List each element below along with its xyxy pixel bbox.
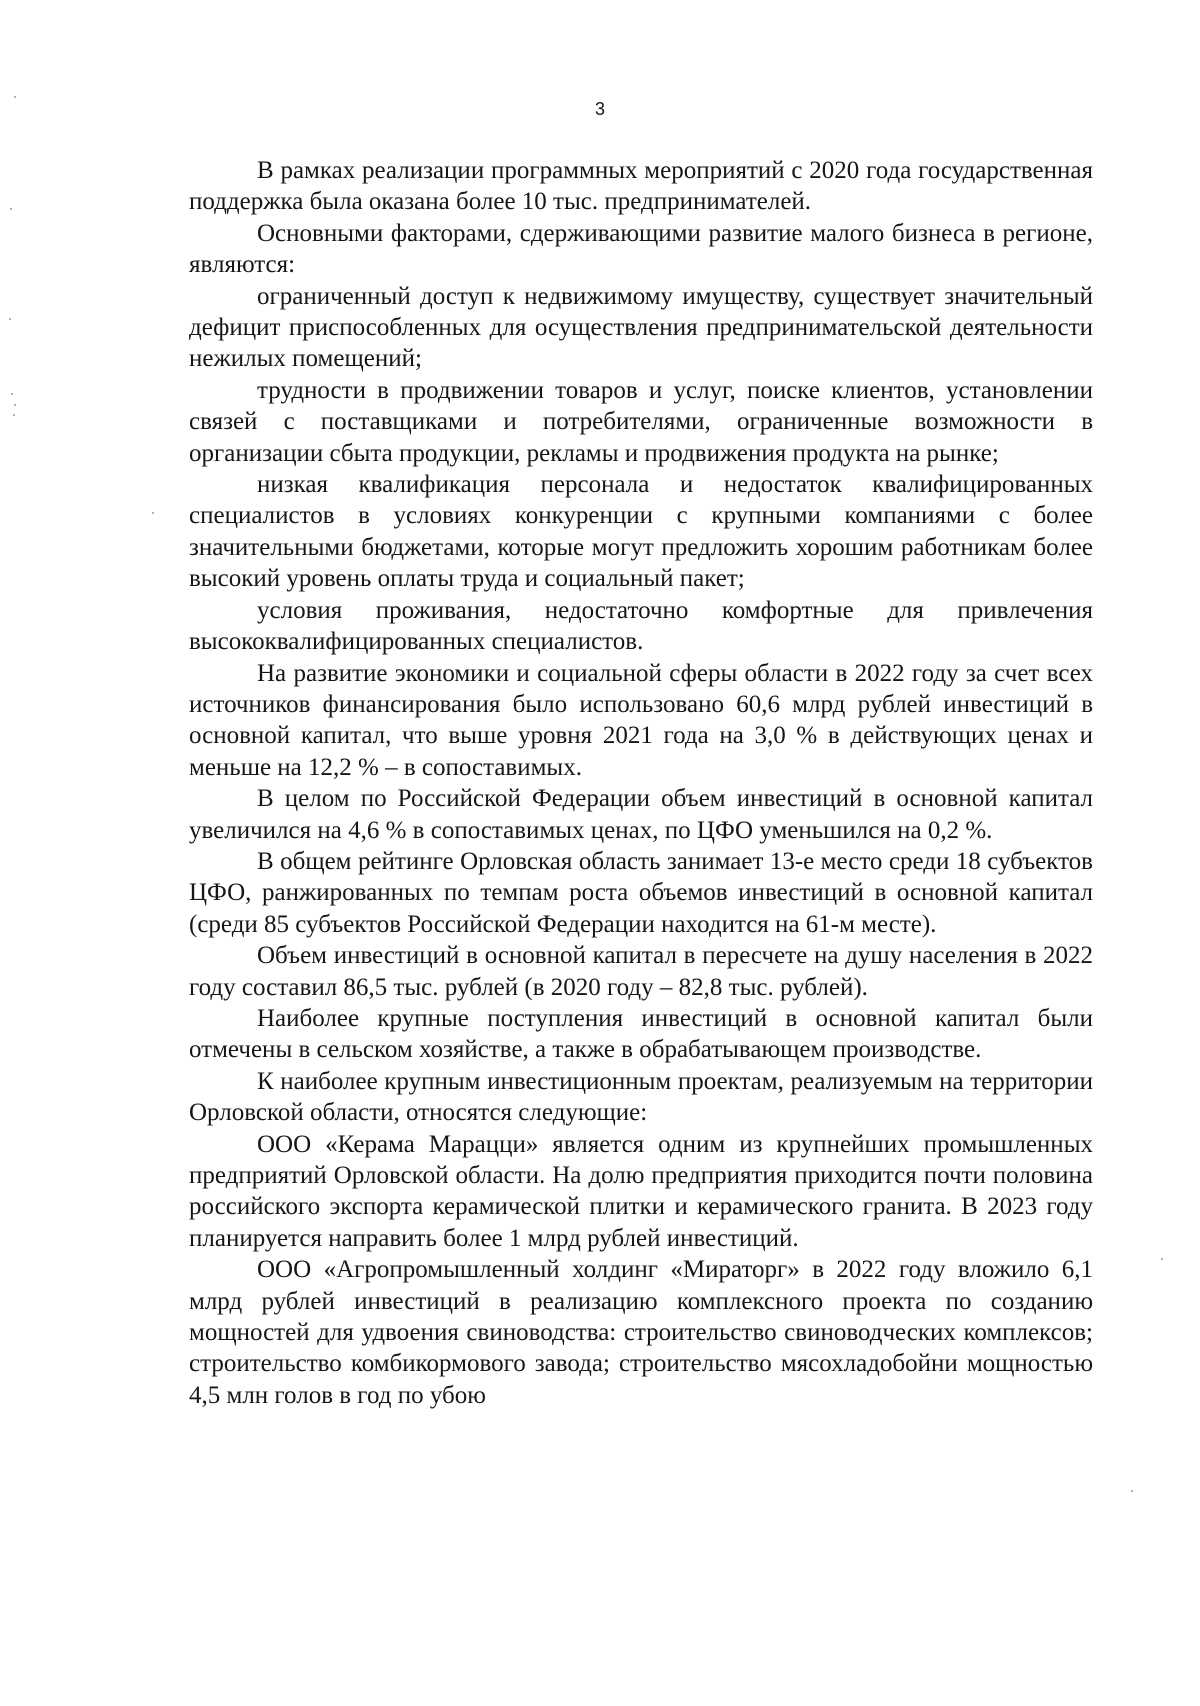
scan-speck bbox=[1161, 1258, 1163, 1260]
scan-speck bbox=[14, 404, 16, 406]
paragraph-state-support: В рамках реализации программных мероприятий с 2020 года государственная поддержка была оказана более 10 тыс. предпринимателей. bbox=[189, 157, 1093, 216]
paragraph-constraining-factors: Основными факторами, сдерживающими развитие малого бизнеса в регионе, являются: bbox=[189, 219, 1093, 279]
paragraph-projects-intro: К наиболее крупным инвестиционным проектам, реализуемым на территории Орловской области, относятся следующие: bbox=[189, 1067, 1093, 1127]
page-number: 3 bbox=[594, 99, 605, 119]
scan-speck bbox=[152, 512, 154, 514]
paragraph-largest-inflows: Наиболее крупные поступления инвестиций в основной капитал были отмечены в сельском хозяйстве, а также в обрабатывающем производстве. bbox=[189, 1004, 1093, 1064]
paragraph-market-difficulties: трудности в продвижении товаров и услуг, поиске клиентов, установлении связей с поставщиками и потребителями, ограниченные возможности в организации сбыта продукции, рекламы и продвижения продукта на рынке; bbox=[189, 376, 1093, 467]
scan-speck bbox=[13, 414, 15, 416]
paragraph-property-access: ограниченный доступ к недвижимому имуществу, существует значительный дефицит приспособленных для осуществления предпринимательской деятельности нежилых помещений; bbox=[189, 282, 1093, 373]
document-body bbox=[189, 155, 1093, 1411]
paragraph-staff-qualification: низкая квалификация персонала и недостаток квалифицированных специалистов в условиях конкуренции с крупными компаниями с более значительными бюджетами, которые могут предложить хорошим работникам более высокий уровень оплаты труда и социальный пакет; bbox=[189, 471, 1093, 593]
paragraph-miratorg: ООО «Агропромышленный холдинг «Мираторг» в 2022 году вложило 6,1 млрд рублей инвестиций в реализацию комплексного проекта по созданию мощностей для удвоения свиноводства: строительство свиноводческих комплексов; строительство комбикормового завода; строительство мясохладобойни мощностью 4,5 млн голов в год по убою bbox=[189, 1256, 1093, 1409]
paragraph-per-capita: Объем инвестиций в основной капитал в пересчете на душу населения в 2022 году составил 86,5 тыс. рублей (в 2020 году – 82,8 тыс. рублей). bbox=[189, 942, 1093, 1001]
scan-speck bbox=[1131, 1490, 1133, 1492]
scan-speck bbox=[10, 208, 12, 210]
paragraph-investment-volume: На развитие экономики и социальной сферы области в 2022 году за счет всех источников финансирования было использовано 60,6 млрд рублей инвестиций в основной капитал, что выше уровня 2021 года на 3,0 % в действующих ценах и меньше на 12,2 % – в сопоставимых. bbox=[189, 659, 1093, 781]
scan-speck bbox=[11, 393, 13, 395]
scan-speck bbox=[14, 96, 16, 98]
paragraph-russia-comparison: В целом по Российской Федерации объем инвестиций в основной капитал увеличился на 4,6 % в сопоставимых ценах, по ЦФО уменьшился на 0,2 %. bbox=[189, 785, 1093, 844]
paragraph-kerama-marazzi: ООО «Керама Марацци» является одним из крупнейших промышленных предприятий Орловской области. На долю предприятия приходится почти половина российского экспорта керамической плитки и керамического гранита. В 2023 году планируется направить более 1 млрд рублей инвестиций. bbox=[189, 1130, 1093, 1252]
paragraph-rating: В общем рейтинге Орловская область занимает 13-е место среди 18 субъектов ЦФО, ранжированных по темпам роста объемов инвестиций в основной капитал (среди 85 субъектов Российской Федерации находится на 61-м месте). bbox=[189, 847, 1093, 938]
paragraph-living-conditions: условия проживания, недостаточно комфортные для привлечения высококвалифицированных специалистов. bbox=[189, 596, 1093, 656]
scan-speck bbox=[9, 318, 11, 320]
